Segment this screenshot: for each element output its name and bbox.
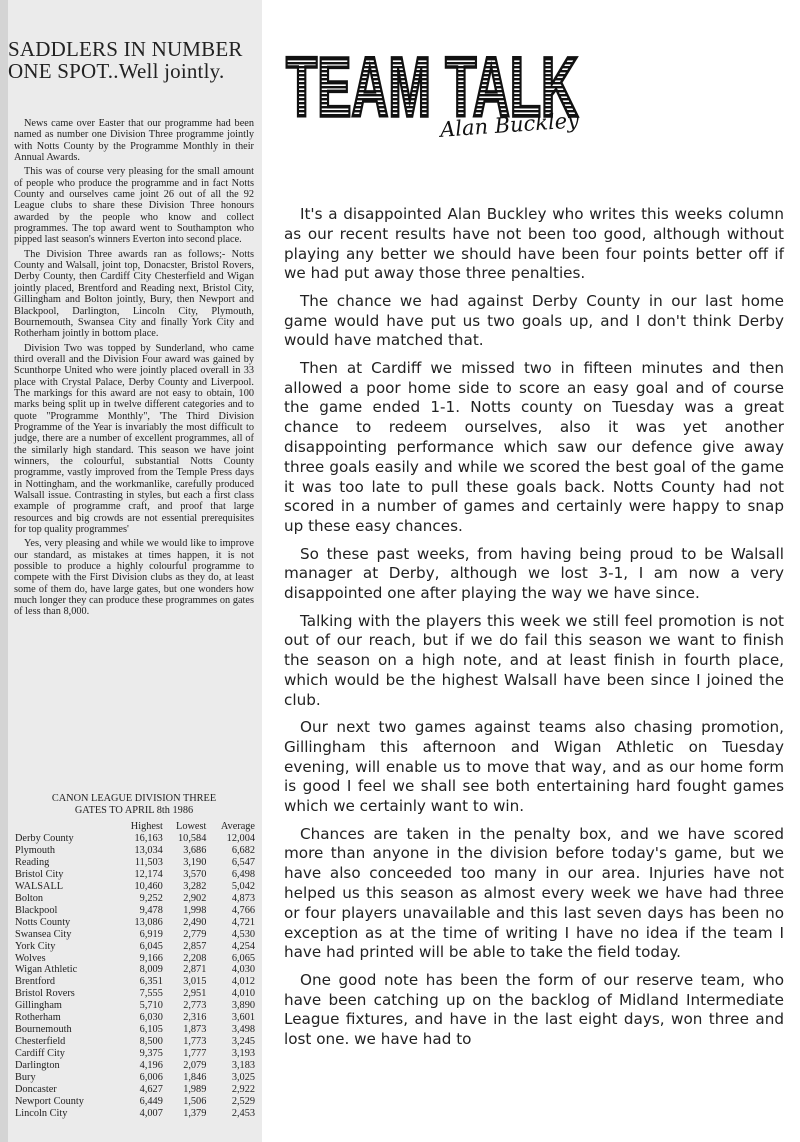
average-gate-cell: 4,030 bbox=[231, 964, 255, 976]
lowest-gate-cell: 1,506 bbox=[183, 1095, 207, 1107]
team-name-cell: York City bbox=[15, 940, 56, 952]
table-row bbox=[14, 1060, 256, 1072]
highest-gate-cell: 11,503 bbox=[134, 856, 163, 868]
table-row bbox=[14, 845, 256, 857]
team-name-cell: Bristol Rovers bbox=[15, 988, 75, 1000]
sidebar-headline: SADDLERS IN NUMBER ONE SPOT..Well jointly. bbox=[8, 37, 243, 83]
highest-gate-cell: 6,030 bbox=[139, 1012, 163, 1024]
highest-gate-cell: 9,478 bbox=[139, 904, 163, 916]
gates-table bbox=[14, 821, 256, 1120]
highest-gate-cell: 6,006 bbox=[139, 1072, 163, 1084]
lowest-gate-cell: 3,015 bbox=[183, 976, 207, 988]
article-paragraph: Our next two games against teams also chasing promotion, Gillingham this afternoon and Wigan Athletic on Tuesday evening, will enable us to move that way, and as our home form is good I feel we shall see both entertaining hard fought games which we certainly want to win. bbox=[284, 718, 784, 816]
article-paragraph: One good note has been the form of our reserve team, who have been catching up on the backlog of Midland Intermediate League fixtures, and have in the last eight days, won three and lost one. we have had to bbox=[284, 970, 784, 1049]
team-name-cell: Rotherham bbox=[15, 1012, 61, 1024]
table-row bbox=[14, 893, 256, 905]
article-paragraph: Then at Cardiff we missed two in fifteen minutes and then allowed a poor home side to score an easy goal and of course the game ended 1-1. Notts county on Tuesday was a great chance to redeem ourselves, also it was yet another disappointing performance which saw our defence give away three goals easily and while we scored the best goal of the game it was too late to pull these goals back. Notts County had not scored in a number of games and certainly were happy to snap up these easy chances. bbox=[284, 358, 784, 536]
article-paragraph: The chance we had against Derby County in our last home game would have put us two goals up, and I don't think Derby would have matched that. bbox=[284, 291, 784, 350]
team-name-cell: Darlington bbox=[15, 1060, 60, 1072]
highest-gate-cell: 9,375 bbox=[139, 1048, 163, 1060]
average-gate-cell: 6,065 bbox=[231, 952, 255, 964]
highest-gate-cell: 13,086 bbox=[134, 916, 163, 928]
lowest-gate-cell: 1,777 bbox=[183, 1048, 207, 1060]
table-row bbox=[14, 941, 256, 953]
highest-gate-cell: 6,449 bbox=[139, 1095, 163, 1107]
average-gate-cell: 4,766 bbox=[231, 904, 255, 916]
average-gate-cell: 6,498 bbox=[231, 868, 255, 880]
lowest-gate-cell: 3,190 bbox=[183, 856, 207, 868]
team-name-cell: Bury bbox=[15, 1072, 36, 1084]
average-gate-cell: 4,012 bbox=[231, 976, 255, 988]
team-name-cell: Bristol City bbox=[15, 868, 64, 880]
average-gate-cell: 6,682 bbox=[231, 844, 255, 856]
lowest-gate-cell: 3,282 bbox=[183, 880, 207, 892]
highest-gate-cell: 9,166 bbox=[139, 952, 163, 964]
table-row bbox=[14, 1072, 256, 1084]
sidebar-paragraph: News came over Easter that our programme had been named as number one Division Three programme jointly with Notts County by the Programme Monthly in their Annual Awards. bbox=[14, 118, 254, 164]
lowest-gate-cell: 1,989 bbox=[183, 1084, 207, 1096]
average-gate-cell: 2,453 bbox=[231, 1107, 255, 1119]
lowest-gate-cell: 2,857 bbox=[183, 940, 207, 952]
average-gate-cell: 2,529 bbox=[231, 1095, 255, 1107]
article-paragraph: Chances are taken in the penalty box, and we have scored more than anyone in the division before today's game, but we have also conceeded too many in our area. Injuries have not helped us this season as almost every week we have had three or four players unavailable and this last seven days has been no exception as at the time of writing I have no idea if the team I have had printed will be able to take the field today. bbox=[284, 824, 784, 962]
table-row bbox=[14, 1048, 256, 1060]
table-row bbox=[14, 1000, 256, 1012]
average-gate-cell: 12,004 bbox=[226, 833, 255, 844]
average-gate-cell: 3,183 bbox=[231, 1060, 255, 1072]
page-gutter-shadow bbox=[0, 0, 8, 1142]
table-row bbox=[14, 1024, 256, 1036]
logo-text: TEAM TALK bbox=[286, 40, 578, 128]
highest-gate-cell: 6,105 bbox=[139, 1024, 163, 1036]
highest-gate-cell: 8,500 bbox=[139, 1036, 163, 1048]
team-name-cell: Chesterfield bbox=[15, 1036, 66, 1048]
lowest-gate-cell: 2,773 bbox=[183, 1000, 207, 1012]
average-gate-cell: 3,025 bbox=[231, 1072, 255, 1084]
team-talk-article bbox=[284, 205, 784, 1058]
table-row bbox=[14, 988, 256, 1000]
sidebar-paragraph: The Division Three awards ran as follows;- Notts County and Walsall, joint top, Donacster, Bristol Rovers, Derby County, then Cardiff City Chesterfield and Wigan jointly placed, Brentford and Reading next, Bristol City, Gillingham and Bolton jointly, Bury, then Newport and Blackpool, Darlington, Lincoln City, Plymouth, Bournemouth, Swansea City and finally York City and Rotherham jointly in bottom place. bbox=[14, 248, 254, 340]
lowest-gate-cell: 1,846 bbox=[183, 1072, 207, 1084]
table-row bbox=[14, 1084, 256, 1096]
lowest-gate-cell: 2,902 bbox=[183, 892, 207, 904]
table-row bbox=[14, 1108, 256, 1120]
highest-gate-cell: 10,460 bbox=[134, 880, 163, 892]
table-row bbox=[14, 905, 256, 917]
average-gate-cell: 3,601 bbox=[231, 1012, 255, 1024]
lowest-gate-cell: 3,570 bbox=[183, 868, 207, 880]
team-name-cell: Blackpool bbox=[15, 904, 58, 916]
column-header: Lowest bbox=[176, 821, 207, 832]
average-gate-cell: 4,721 bbox=[231, 916, 255, 928]
team-name-cell: Gillingham bbox=[15, 1000, 62, 1012]
team-name-cell: Reading bbox=[15, 856, 50, 868]
team-name-cell: Cardiff City bbox=[15, 1048, 65, 1060]
team-name-cell: Lincoln City bbox=[15, 1107, 68, 1119]
team-name-cell: Bolton bbox=[15, 892, 44, 904]
highest-gate-cell: 5,710 bbox=[139, 1000, 163, 1012]
lowest-gate-cell: 10,584 bbox=[178, 833, 207, 844]
average-gate-cell: 2,922 bbox=[231, 1084, 255, 1096]
article-paragraph: Talking with the players this week we still feel promotion is not out of our reach, but if we do fail this season we want to finish the season on a high note, and at least finish in fourth place, which would be the highest Walsall have been since I joined the club. bbox=[284, 611, 784, 709]
table-row bbox=[14, 964, 256, 976]
team-column-header bbox=[14, 821, 118, 833]
team-name-cell: Doncaster bbox=[15, 1084, 57, 1096]
table-row bbox=[14, 976, 256, 988]
gates-title-line: GATES TO APRIL 8th 1986 bbox=[74, 805, 194, 816]
lowest-gate-cell: 1,773 bbox=[183, 1036, 207, 1048]
highest-gate-cell: 4,627 bbox=[139, 1084, 163, 1096]
gates-header-row bbox=[14, 821, 256, 833]
average-gate-cell: 4,010 bbox=[231, 988, 255, 1000]
table-row bbox=[14, 917, 256, 929]
highest-gate-cell: 4,007 bbox=[139, 1107, 163, 1119]
highest-gate-cell: 13,034 bbox=[134, 844, 163, 856]
average-gate-cell: 4,530 bbox=[231, 928, 255, 940]
table-row bbox=[14, 881, 256, 893]
highest-gate-cell: 8,009 bbox=[139, 964, 163, 976]
table-row bbox=[14, 869, 256, 881]
table-row bbox=[14, 833, 256, 845]
table-row bbox=[14, 1012, 256, 1024]
team-name-cell: Bournemouth bbox=[15, 1024, 72, 1036]
lowest-gate-cell: 2,208 bbox=[183, 952, 207, 964]
average-gate-cell: 4,873 bbox=[231, 892, 255, 904]
team-name-cell: Brentford bbox=[15, 976, 56, 988]
team-name-cell: WALSALL bbox=[15, 880, 64, 892]
lowest-gate-cell: 1,379 bbox=[183, 1107, 207, 1119]
highest-gate-cell: 12,174 bbox=[134, 868, 163, 880]
highest-gate-cell: 9,252 bbox=[139, 892, 163, 904]
highest-gate-cell: 16,163 bbox=[134, 833, 163, 844]
table-row bbox=[14, 1036, 256, 1048]
gates-table-title bbox=[14, 793, 254, 817]
sidebar-paragraph: This was of course very pleasing for the small amount of people who produce the programme and in fact Notts County and ourselves came joint 26 out of all the 92 League clubs to share these Division Three honours awarded by the people who know and collect programmes. The top award went to Southampton who pipped last season's winners Everton into second place. bbox=[14, 166, 254, 246]
lowest-gate-cell: 3,686 bbox=[183, 844, 207, 856]
lowest-gate-cell: 2,316 bbox=[183, 1012, 207, 1024]
team-name-cell: Plymouth bbox=[15, 844, 56, 856]
table-row bbox=[14, 857, 256, 869]
gates-title-line: CANON LEAGUE DIVISION THREE bbox=[51, 793, 217, 804]
lowest-gate-cell: 2,490 bbox=[183, 916, 207, 928]
sidebar-paragraph: Division Two was topped by Sunderland, who came third overall and the Division Four award was gained by Scunthorpe United who were jointly placed overall in 33 place with Crystal Palace, Derby County and Liverpool. The markings for this award are not easy to obtain, 100 marks being split up in twelve different categories and to quote "Programme Monthly", 'The Third Division Programme of the Year is invariably the most difficult to judge, there are a number of excellent programmes, all of the similarly high standard. This season we have joint winners, the colourful, substantial Notts County programme, vastly improved from the Temple Press days in Nottingham, and the workmanlike, carefully produced Walsall issue. Contrasting in styles, but each a first class example of programme craft, and proof that large resources and big crowds are not essential prerequisites for top quality programmes' bbox=[14, 342, 254, 536]
gates-table-body bbox=[14, 833, 256, 1120]
column-header: Average bbox=[220, 821, 255, 832]
lowest-gate-cell: 2,951 bbox=[183, 988, 207, 1000]
author-signature: Alan Buckley bbox=[439, 108, 580, 142]
article-paragraph: It's a disappointed Alan Buckley who writes this weeks column as our recent results have not been too good, although without playing any better we should have been four points better off if we had put away those three penalties. bbox=[284, 205, 784, 283]
team-name-cell: Swansea City bbox=[15, 928, 72, 940]
sidebar-article bbox=[14, 118, 254, 621]
team-name-cell: Wigan Athletic bbox=[15, 964, 78, 976]
team-name-cell: Newport County bbox=[15, 1095, 84, 1107]
article-paragraph: So these past weeks, from having being proud to be Walsall manager at Derby, although we lost 3-1, I am now a very disappointed one after playing the way we have since. bbox=[284, 544, 784, 603]
highest-gate-cell: 7,555 bbox=[139, 988, 163, 1000]
lowest-gate-cell: 2,779 bbox=[183, 928, 207, 940]
table-row bbox=[14, 1096, 256, 1108]
team-name-cell: Wolves bbox=[15, 952, 46, 964]
lowest-gate-cell: 1,873 bbox=[183, 1024, 207, 1036]
lowest-gate-cell: 2,871 bbox=[183, 964, 207, 976]
average-gate-cell: 3,193 bbox=[231, 1048, 255, 1060]
highest-gate-cell: 4,196 bbox=[139, 1060, 163, 1072]
average-gate-cell: 6,547 bbox=[231, 856, 255, 868]
highest-gate-cell: 6,919 bbox=[139, 928, 163, 940]
team-name-cell: Derby County bbox=[15, 833, 74, 844]
lowest-gate-cell: 2,079 bbox=[183, 1060, 207, 1072]
highest-gate-cell: 6,045 bbox=[139, 940, 163, 952]
table-row bbox=[14, 953, 256, 965]
average-gate-cell: 4,254 bbox=[231, 940, 255, 952]
table-row bbox=[14, 929, 256, 941]
lowest-gate-cell: 1,998 bbox=[183, 904, 207, 916]
average-gate-cell: 3,890 bbox=[231, 1000, 255, 1012]
highest-gate-cell: 6,351 bbox=[139, 976, 163, 988]
average-gate-cell: 3,245 bbox=[231, 1036, 255, 1048]
team-name-cell: Notts County bbox=[15, 916, 71, 928]
average-gate-cell: 5,042 bbox=[231, 880, 255, 892]
average-gate-cell: 3,498 bbox=[231, 1024, 255, 1036]
column-header: Highest bbox=[130, 821, 163, 832]
sidebar-paragraph: Yes, very pleasing and while we would like to improve our standard, as mistakes at times happen, it is not possible to produce a highly colourful programme to compete with the First Division clubs as they do, at least some of them do, have large gates, but one wonders how much longer they can produce these programmes on gates of less than 8,000. bbox=[14, 538, 254, 618]
